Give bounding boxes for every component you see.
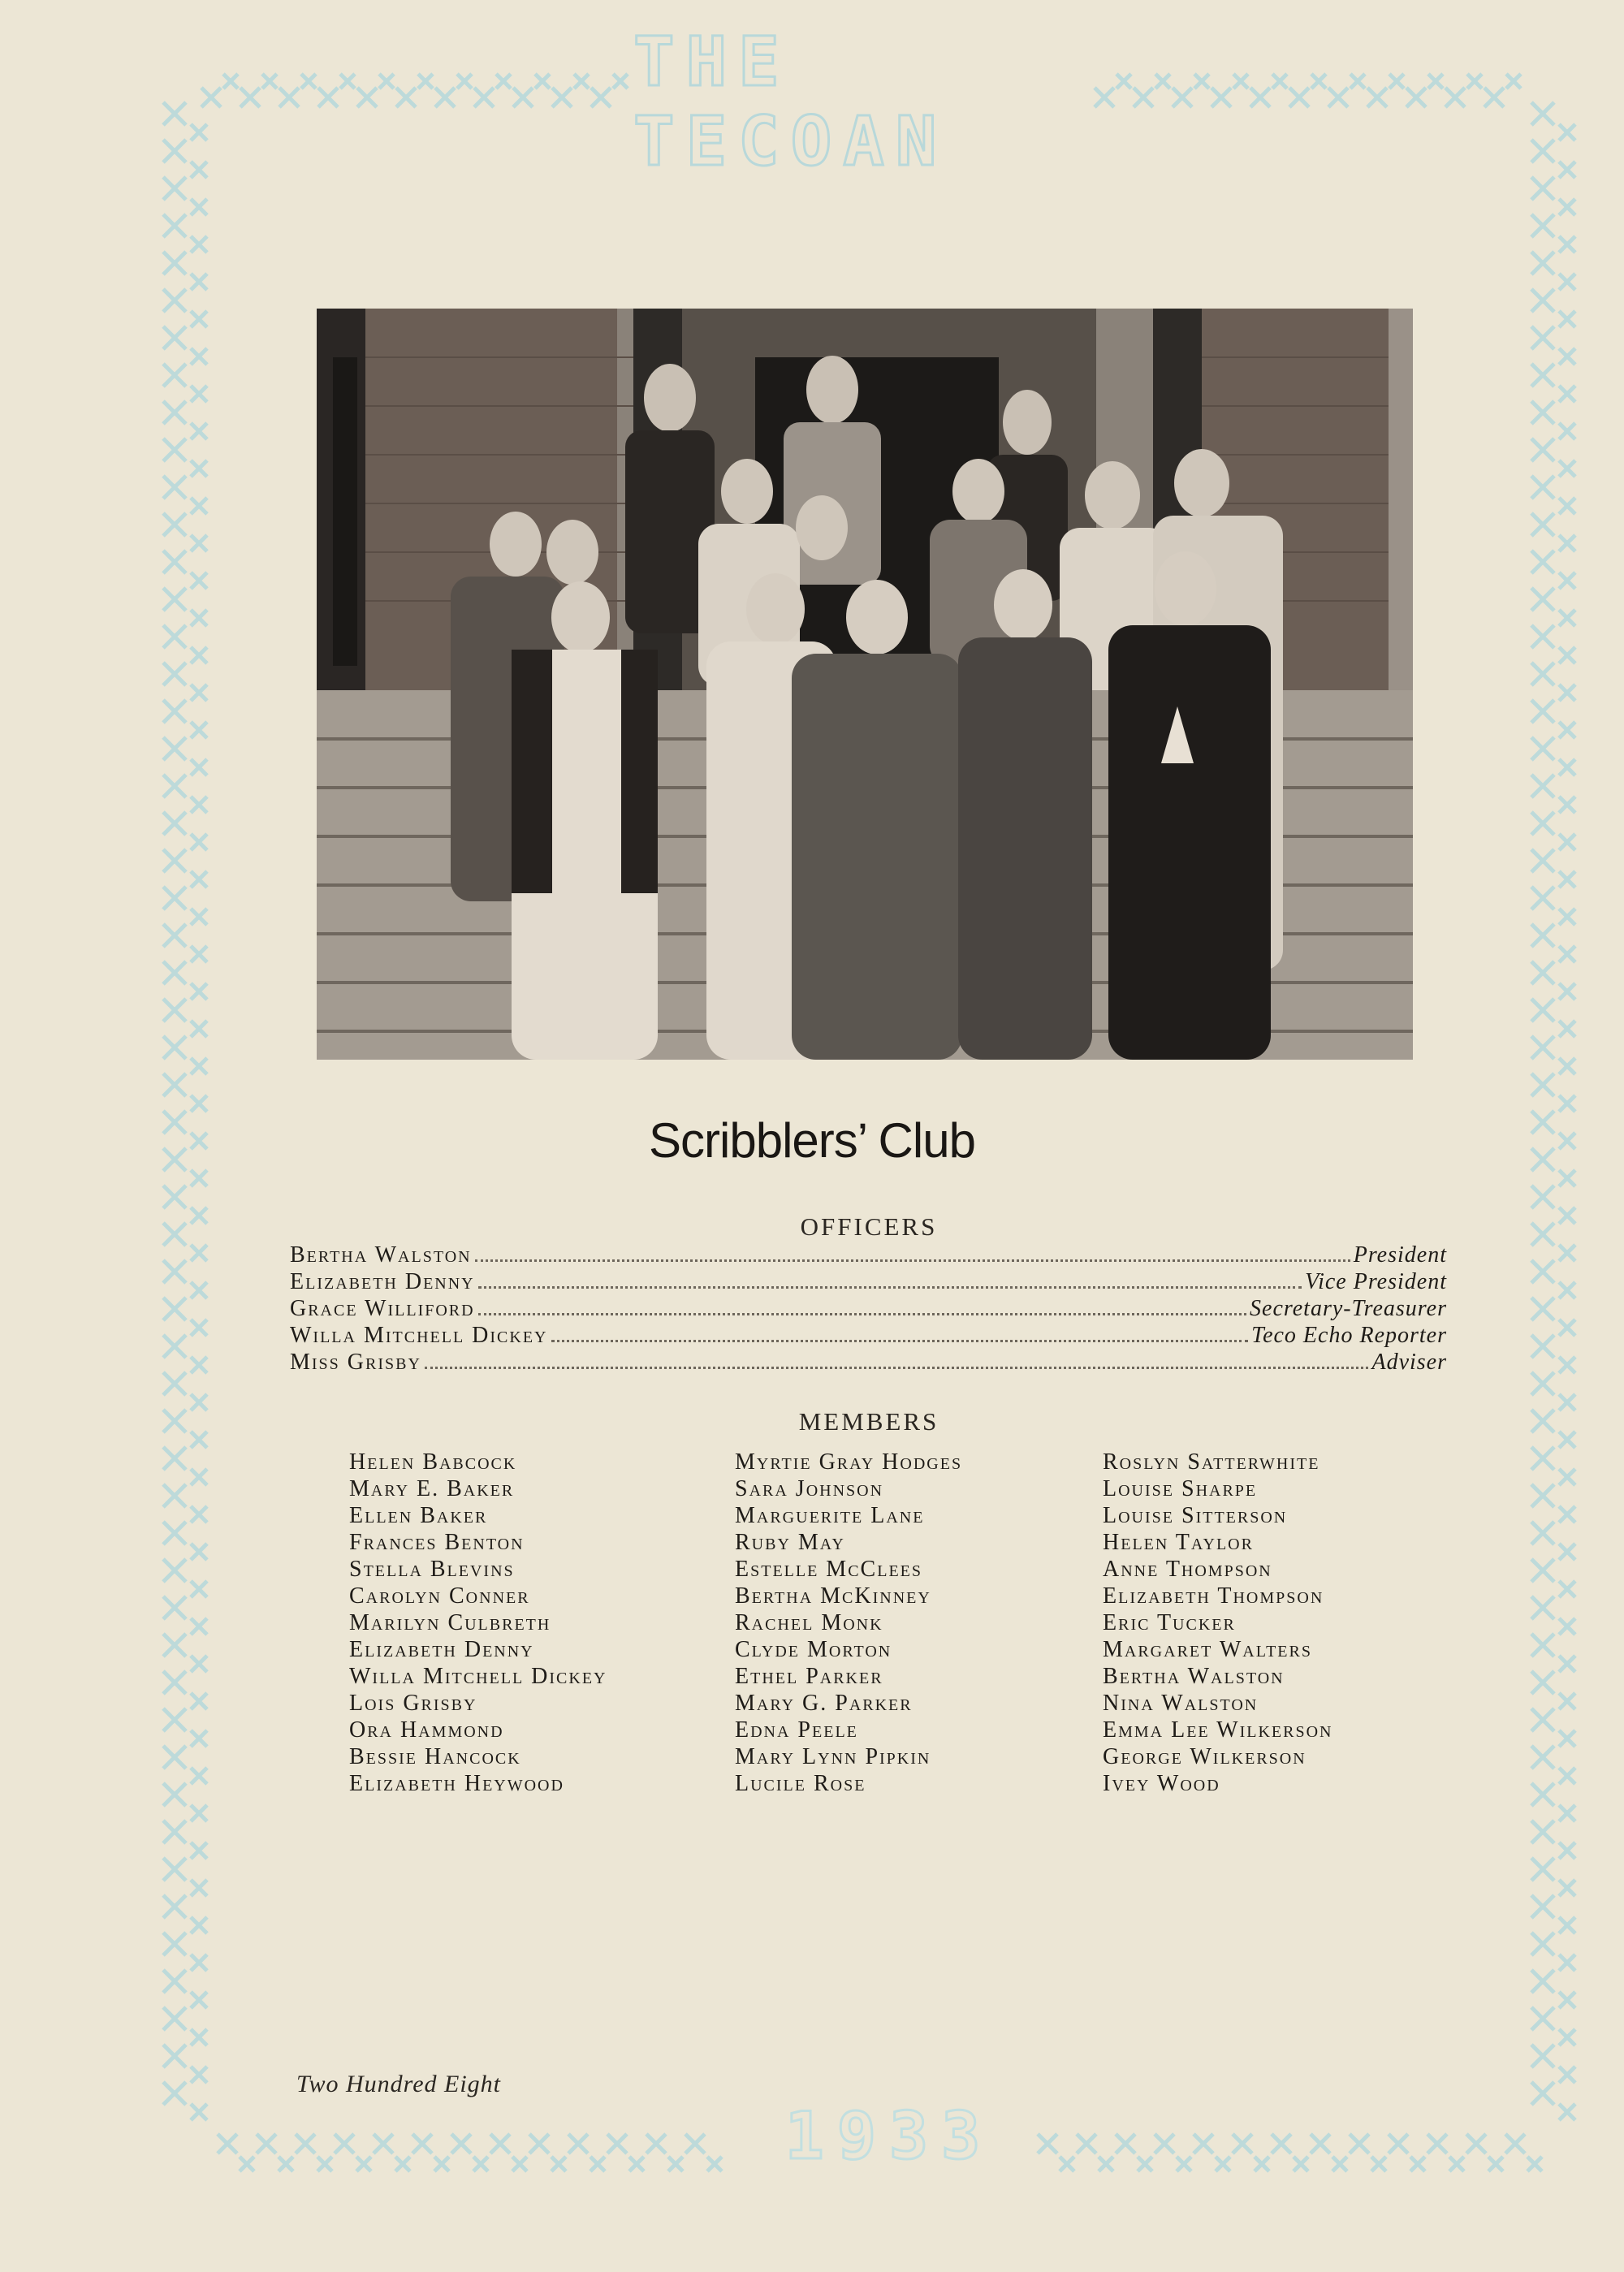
member-name: Elizabeth Heywood [349, 1771, 564, 1796]
dot-leader [478, 1286, 1302, 1289]
member-name: Margaret Walters [1103, 1637, 1312, 1662]
officer-role: Vice President [1305, 1269, 1447, 1294]
header-title: THE TECOAN [633, 22, 948, 181]
member-name: Bessie Hancock [349, 1744, 521, 1769]
officers-list [290, 1242, 1447, 1376]
member-name: Estelle McClees [735, 1557, 922, 1582]
member-name: Helen Babcock [349, 1449, 517, 1475]
member-name: Ethel Parker [735, 1664, 883, 1689]
member-name: Bertha McKinney [735, 1583, 931, 1609]
officer-role: Adviser [1371, 1350, 1447, 1375]
member-name: Mary Lynn Pipkin [735, 1744, 931, 1769]
member-name: Louise Sitterson [1103, 1503, 1288, 1528]
member-name: Nina Walston [1103, 1691, 1259, 1716]
member-name: Helen Taylor [1103, 1530, 1254, 1555]
member-name: Frances Benton [349, 1530, 525, 1555]
footer-year: 1933 [784, 2097, 994, 2174]
officer-name: Willa Mitchell Dickey [290, 1323, 548, 1348]
member-name: Carolyn Conner [349, 1583, 530, 1609]
officer-row [290, 1296, 1447, 1323]
member-name: Stella Blevins [349, 1557, 515, 1582]
member-name: Louise Sharpe [1103, 1476, 1258, 1501]
officer-row [290, 1269, 1447, 1296]
member-name: Marilyn Culbreth [349, 1610, 551, 1635]
member-name: Ruby May [735, 1530, 845, 1555]
dot-leader [425, 1367, 1369, 1369]
dot-leader [478, 1313, 1246, 1315]
officer-role: Teco Echo Reporter [1251, 1323, 1447, 1348]
member-name: Lucile Rose [735, 1771, 866, 1796]
officer-row [290, 1350, 1447, 1376]
member-name: Marguerite Lane [735, 1503, 925, 1528]
members-column-3 [1103, 1449, 1332, 1798]
member-name: Elizabeth Denny [349, 1637, 534, 1662]
members-column-2 [735, 1449, 962, 1798]
officer-role: President [1353, 1242, 1447, 1268]
dot-leader [475, 1259, 1350, 1262]
officers-heading: OFFICERS [800, 1212, 938, 1241]
page-number: Two Hundred Eight [296, 2071, 502, 2097]
officer-row [290, 1323, 1447, 1350]
officer-name: Grace Williford [290, 1296, 475, 1321]
dot-leader [551, 1340, 1249, 1342]
member-name: Elizabeth Thompson [1103, 1583, 1324, 1609]
member-name: Clyde Morton [735, 1637, 892, 1662]
member-name: Eric Tucker [1103, 1610, 1236, 1635]
member-name: George Wilkerson [1103, 1744, 1307, 1769]
member-name: Myrtie Gray Hodges [735, 1449, 963, 1475]
member-name: Emma Lee Wilkerson [1103, 1717, 1333, 1743]
member-name: Mary E. Baker [349, 1476, 515, 1501]
members-column-1 [349, 1449, 607, 1798]
officer-role: Secretary-Treasurer [1250, 1296, 1447, 1321]
member-name: Anne Thompson [1103, 1557, 1272, 1582]
member-name: Sara Johnson [735, 1476, 884, 1501]
member-name: Lois Grisby [349, 1691, 477, 1716]
club-title: Scribblers’ Club [649, 1113, 975, 1168]
officer-name: Elizabeth Denny [290, 1269, 475, 1294]
member-name: Mary G. Parker [735, 1691, 913, 1716]
member-name: Rachel Monk [735, 1610, 883, 1635]
member-name: Bertha Walston [1103, 1664, 1285, 1689]
member-name: Ellen Baker [349, 1503, 488, 1528]
member-name: Ivey Wood [1103, 1771, 1220, 1796]
officer-row [290, 1242, 1447, 1269]
group-photo [317, 309, 1413, 1060]
member-name: Roslyn Satterwhite [1103, 1449, 1320, 1475]
officer-name: Miss Grisby [290, 1350, 421, 1375]
member-name: Edna Peele [735, 1717, 858, 1743]
member-name: Willa Mitchell Dickey [349, 1664, 607, 1689]
members-heading: MEMBERS [798, 1407, 939, 1436]
officer-name: Bertha Walston [290, 1242, 472, 1268]
member-name: Ora Hammond [349, 1717, 504, 1743]
